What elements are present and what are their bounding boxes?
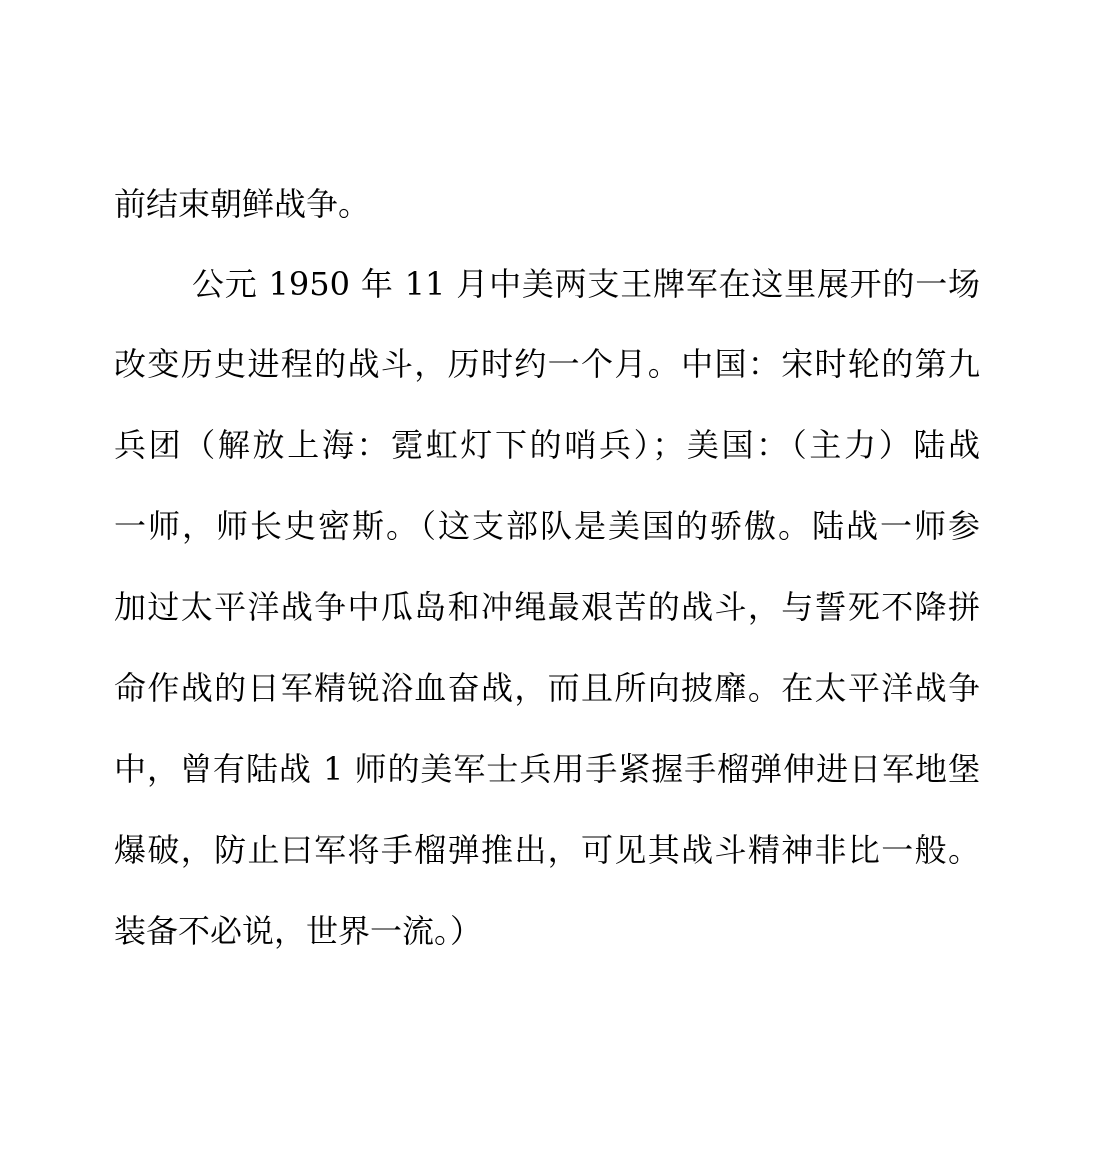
text-line-6: 加过太平洋战争中瓜岛和冲绳最艰苦的战斗，与誓死不降拼 [114,588,980,626]
text-line-2: 公元 1950 年 11 月中美两支王牌军在这里展开的一场 [192,265,980,303]
text-line-5: 一师，师长史密斯。（这支部队是美国的骄傲。陆战一师参 [114,507,980,545]
text-line-1: 前结束朝鲜战争。 [114,185,371,223]
text-line-7: 命作战的日军精锐浴血奋战，而且所向披靡。在太平洋战争 [114,669,980,707]
text-line-3: 改变历史进程的战斗，历时约一个月。中国：宋时轮的第九 [114,345,980,383]
text-line-9: 爆破，防止曰军将手榴弹推出，可见其战斗精神非比一般。 [114,831,980,869]
text-line-4: 兵团（解放上海：霓虹灯下的哨兵）；美国：（主力）陆战 [114,426,980,464]
text-line-8: 中，曾有陆战 1 师的美军士兵用手紧握手榴弹伸进日军地堡 [114,750,980,788]
text-line-10: 装备不必说，世界一流。） [114,912,483,950]
